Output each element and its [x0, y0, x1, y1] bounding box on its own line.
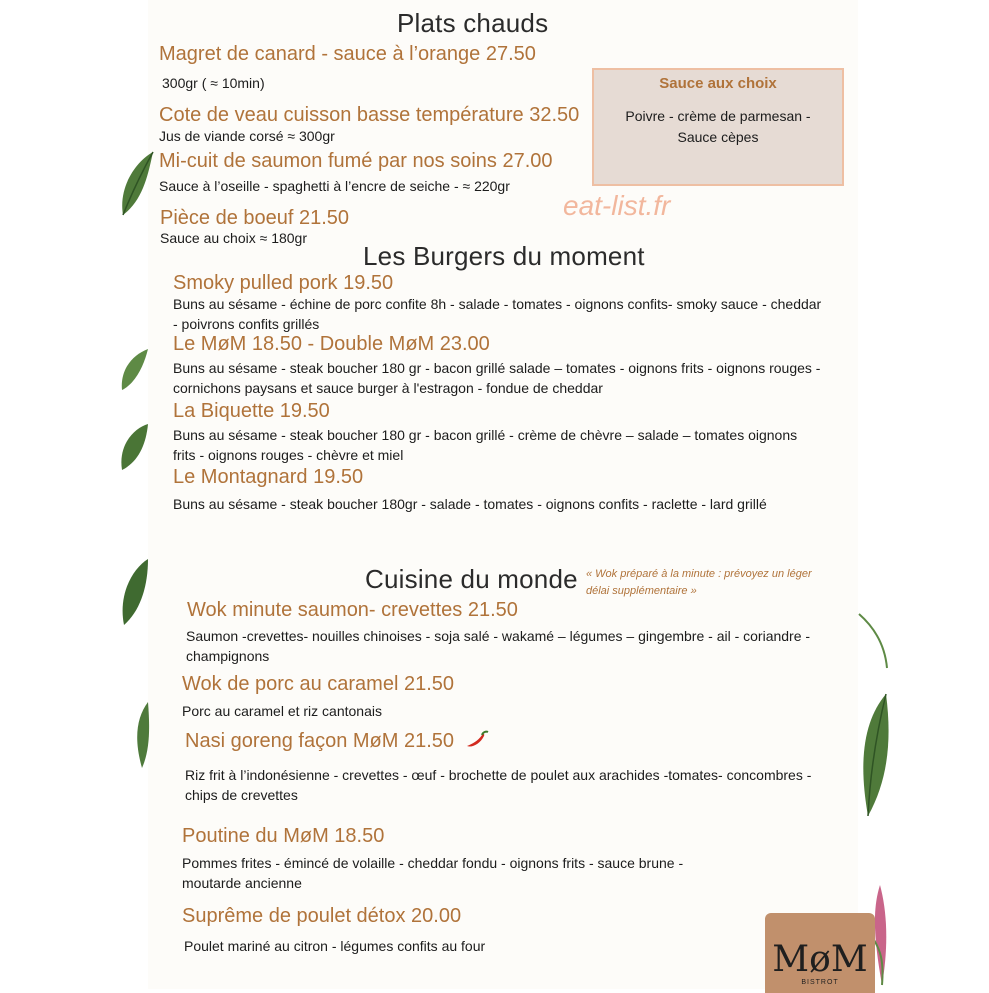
leaf-decoration-icon: [858, 690, 892, 820]
dish-name: Pièce de boeuf 21.50: [160, 207, 350, 229]
dish-name: Le Montagnard 19.50: [173, 466, 364, 488]
dish-name: Suprême de poulet détox 20.00: [182, 905, 462, 927]
dish-description: Jus de viande corsé ≈ 300gr: [159, 128, 335, 144]
leaf-decoration-icon: [118, 345, 152, 395]
dish-name: Le MøM 18.50 - Double MøM 23.00: [173, 333, 490, 355]
dish-description: Buns au sésame - échine de porc confite 8h - salade - tomates - oignons confits- smoky sauce - cheddar - poivrons confits grillés: [173, 296, 822, 332]
sauce-box-text: [604, 106, 832, 148]
dish-description: Buns au sésame - steak boucher 180 gr - bacon grillé - crème de chèvre – salade – tomates oignons frits - oignons rouges - chèvre et miel: [173, 427, 798, 463]
dish-name: [185, 730, 490, 753]
section-title-plats-chauds: Plats chauds: [397, 8, 549, 38]
dish-description: Sauce à l’oseille - spaghetti à l’encre de seiche - ≈ 220gr: [159, 178, 510, 194]
dish-description: Buns au sésame - steak boucher 180gr - salade - tomates - oignons confits - raclette - lard grillé: [173, 496, 767, 512]
sauce-box-title: Sauce aux choix: [659, 75, 777, 92]
mom-bistrot-logo: [765, 913, 875, 993]
dish-name: La Biquette 19.50: [173, 400, 330, 422]
dish-name-text: Nasi goreng façon MøM 21.50: [185, 730, 455, 752]
leaf-decoration-icon: [118, 420, 152, 474]
dish-description: Sauce au choix ≈ 180gr: [160, 230, 307, 246]
dish-name: Cote de veau cuisson basse température 32.50: [159, 104, 580, 126]
logo-text: MøM: [772, 939, 868, 980]
dish-description: Saumon -crevettes- nouilles chinoises - soja salé - wakamé – légumes – gingembre - ail - coriandre - champignons: [186, 628, 811, 664]
sauce-choice-box: [592, 68, 844, 186]
leaf-decoration-icon: [132, 700, 152, 770]
leaf-decoration-icon: [855, 610, 889, 670]
dish-description: Buns au sésame - steak boucher 180 gr - bacon grillé salade – tomates - oignons frits - oignons rouges - cornichons paysans et sauce burger à l'estragon - fondue de cheddar: [173, 360, 821, 396]
dish-description: Riz frit à l’indonésienne - crevettes - œuf - brochette de poulet aux arachides -tomates- concombres - chips de crevettes: [185, 767, 812, 803]
dish-name: Smoky pulled pork 19.50: [173, 272, 394, 294]
sauce-line: Poivre - crème de parmesan -: [625, 108, 811, 124]
dish-name: Wok minute saumon- crevettes 21.50: [187, 599, 518, 621]
dish-name: Wok de porc au caramel 21.50: [182, 673, 455, 695]
section-title-cuisine-du-monde: Cuisine du monde: [365, 564, 578, 594]
logo-subtitle: BISTROT: [801, 979, 839, 986]
dish-description: Poulet mariné au citron - légumes confits au four: [184, 938, 486, 954]
sauce-line: Sauce cèpes: [677, 129, 759, 145]
dish-description: Pommes frites - émincé de volaille - cheddar fondu - oignons frits - sauce brune - moutarde ancienne: [182, 855, 684, 891]
leaf-decoration-icon: [118, 555, 152, 629]
dish-name: Magret de canard - sauce à l’orange 27.50: [159, 43, 536, 65]
section-title-burgers: Les Burgers du moment: [363, 241, 645, 271]
watermark: eat-list.fr: [563, 190, 671, 221]
dish-name: Mi-cuit de saumon fumé par nos soins 27.00: [159, 150, 553, 172]
chili-pepper-icon: [464, 730, 490, 750]
wok-note: « Wok préparé à la minute : prévoyez un léger délai supplémentaire »: [586, 568, 812, 597]
dish-description: 300gr ( ≈ 10min): [162, 75, 265, 91]
leaf-decoration-icon: [118, 150, 158, 220]
dish-name: Poutine du MøM 18.50: [182, 825, 385, 847]
dish-description: Porc au caramel et riz cantonais: [182, 703, 382, 719]
